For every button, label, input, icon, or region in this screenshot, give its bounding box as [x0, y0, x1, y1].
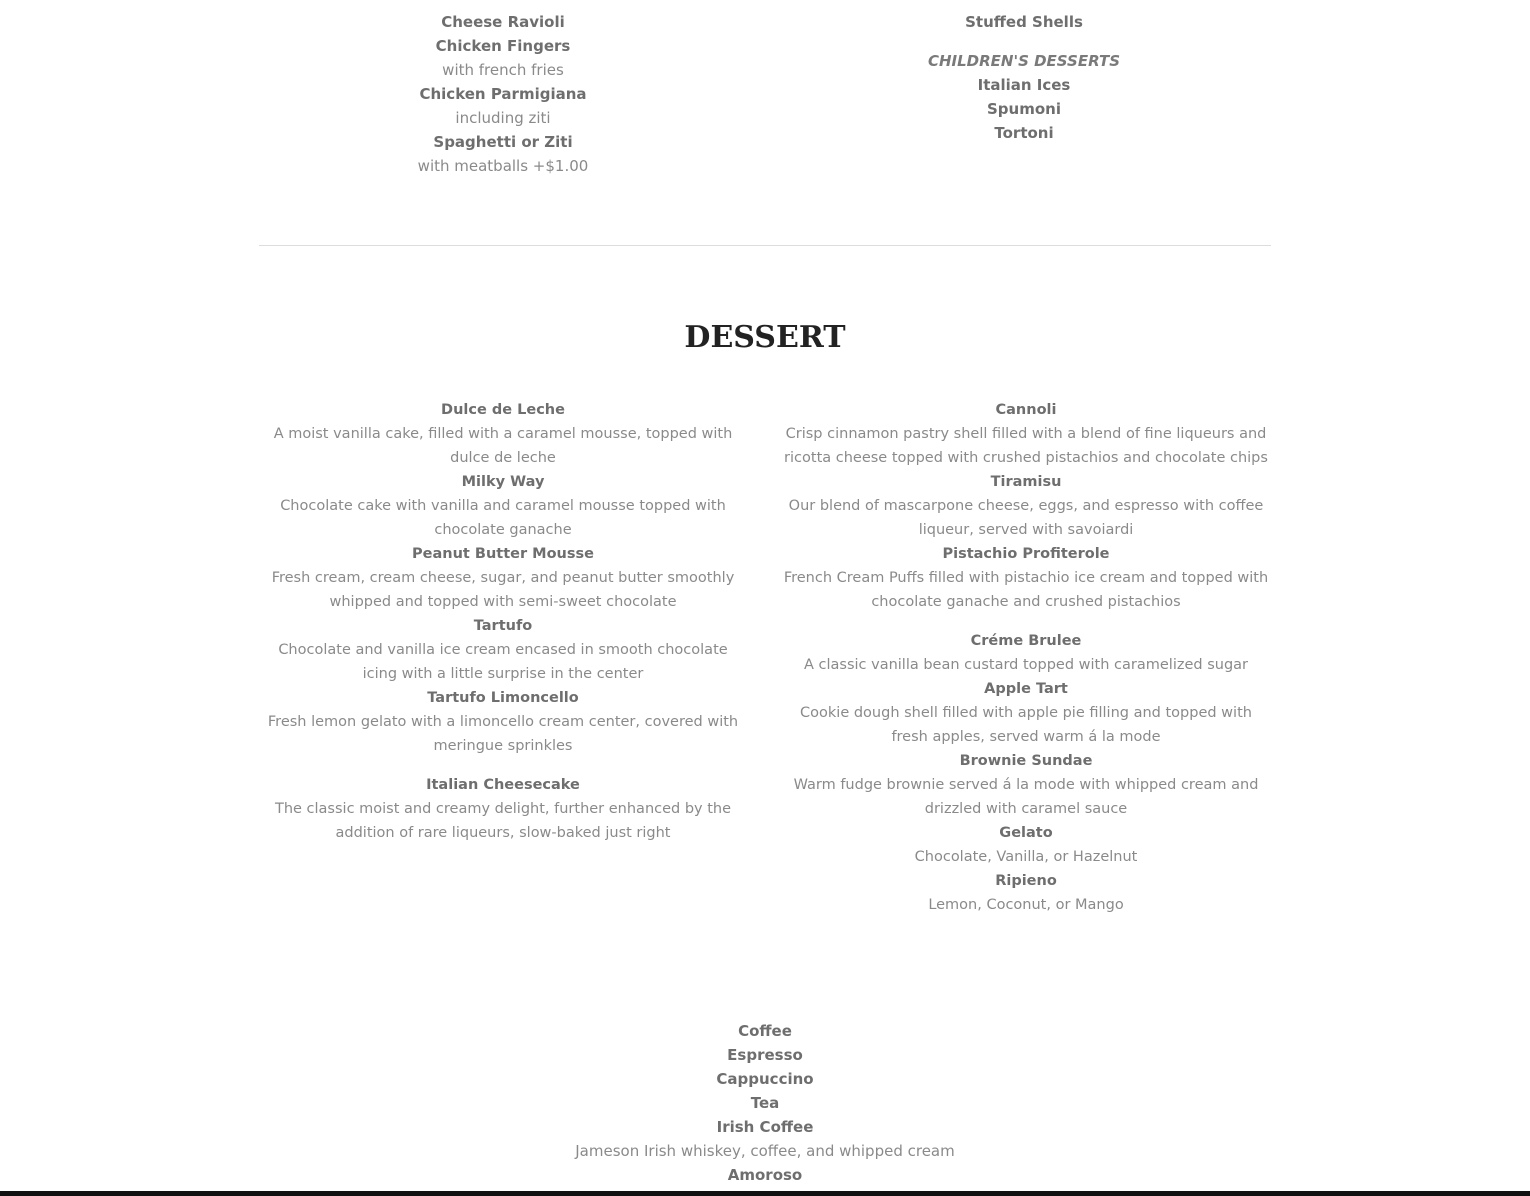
menu-item-name: Spumoni [987, 100, 1061, 118]
menu-item-name: Cappuccino [716, 1070, 814, 1088]
menu-item-description: The classic moist and creamy delight, further enhanced by the addition of rare liqueurs, slow-baked just right [274, 801, 732, 841]
children-menu-left-column [353, 10, 653, 178]
menu-item-name: Tartufo Limoncello [427, 690, 579, 706]
menu-item-description: A classic vanilla bean custard topped with caramelized sugar [803, 657, 1248, 673]
menu-item-name: Italian Ices [977, 76, 1071, 94]
page-bottom-bar [0, 1191, 1530, 1196]
menu-item-name: Milky Way [461, 474, 545, 490]
menu-item-name: Peanut Butter Mousse [412, 546, 594, 562]
menu-item-description: with french fries [442, 61, 564, 79]
menu-item-description: Chocolate cake with vanilla and caramel mousse topped with chocolate ganache [280, 498, 726, 538]
menu-item-description: including ziti [455, 109, 551, 127]
menu-item-name: Stuffed Shells [965, 13, 1083, 31]
dessert-section-title: DESSERT [684, 320, 846, 355]
menu-item-name: Espresso [727, 1046, 803, 1064]
menu-item-description: French Cream Puffs filled with pistachio ice cream and topped with chocolate ganache and crushed pistachios [783, 570, 1269, 610]
menu-item-description: Lemon, Coconut, or Mango [928, 897, 1124, 913]
menu-item-description: Crisp cinnamon pastry shell filled with a blend of fine liqueurs and ricotta cheese topped with crushed pistachios and chocolate chips [784, 426, 1268, 466]
menu-item-name: Irish Coffee [716, 1118, 814, 1136]
menu-item-name: Dulce de Leche [441, 402, 565, 418]
menu-item-name: Apple Tart [984, 681, 1068, 697]
menu-item-name: Tartufo [473, 618, 533, 634]
menu-item-name: Tea [750, 1094, 780, 1112]
menu-item-name: Italian Cheesecake [426, 777, 580, 793]
menu-item-name: Créme Brulee [970, 633, 1082, 649]
menu-item-name: Amoroso [727, 1166, 803, 1184]
section-divider [259, 245, 1271, 246]
menu-item-name: Chicken Fingers [435, 37, 571, 55]
menu-item-name: Spaghetti or Ziti [433, 133, 573, 151]
children-menu-right-column [874, 10, 1174, 145]
menu-item-name: Cannoli [995, 402, 1057, 418]
menu-item-name: Gelato [999, 825, 1053, 841]
menu-item-description: Jameson Irish whiskey, coffee, and whipped cream [575, 1142, 955, 1160]
menu-item-description: Fresh cream, cream cheese, sugar, and peanut butter smoothly whipped and topped with semi-sweet chocolate [271, 570, 735, 610]
menu-item-description: Fresh lemon gelato with a limoncello cream center, covered with meringue sprinkles [267, 714, 739, 754]
menu-item-name: Brownie Sundae [959, 753, 1093, 769]
beverages-list [465, 1019, 1065, 1187]
menu-item-description: Warm fudge brownie served á la mode with whipped cream and drizzled with caramel sauce [793, 777, 1259, 817]
menu-item-description: Our blend of mascarpone cheese, eggs, and espresso with coffee liqueur, served with savoiardi [788, 498, 1264, 538]
menu-item-description: with meatballs +$1.00 [417, 157, 589, 175]
menu-item-name: Ripieno [995, 873, 1057, 889]
menu-item-description: Chocolate, Vanilla, or Hazelnut [914, 849, 1138, 865]
menu-item-name: Tortoni [994, 124, 1054, 142]
menu-item-description: Cookie dough shell filled with apple pie filling and topped with fresh apples, served warm á la mode [800, 705, 1252, 745]
menu-item-name: Cheese Ravioli [441, 13, 565, 31]
menu-item-name: Pistachio Profiterole [942, 546, 1110, 562]
dessert-right-column [780, 398, 1272, 917]
menu-item-description: Chocolate and vanilla ice cream encased in smooth chocolate icing with a little surprise in the center [278, 642, 728, 682]
menu-item-name: Coffee [738, 1022, 792, 1040]
childrens-desserts-heading: CHILDREN'S DESSERTS [927, 52, 1121, 70]
dessert-left-column [262, 398, 744, 845]
menu-item-name: Tiramisu [990, 474, 1062, 490]
menu-item-name: Chicken Parmigiana [419, 85, 587, 103]
menu-item-description: A moist vanilla cake, filled with a caramel mousse, topped with dulce de leche [273, 426, 733, 466]
